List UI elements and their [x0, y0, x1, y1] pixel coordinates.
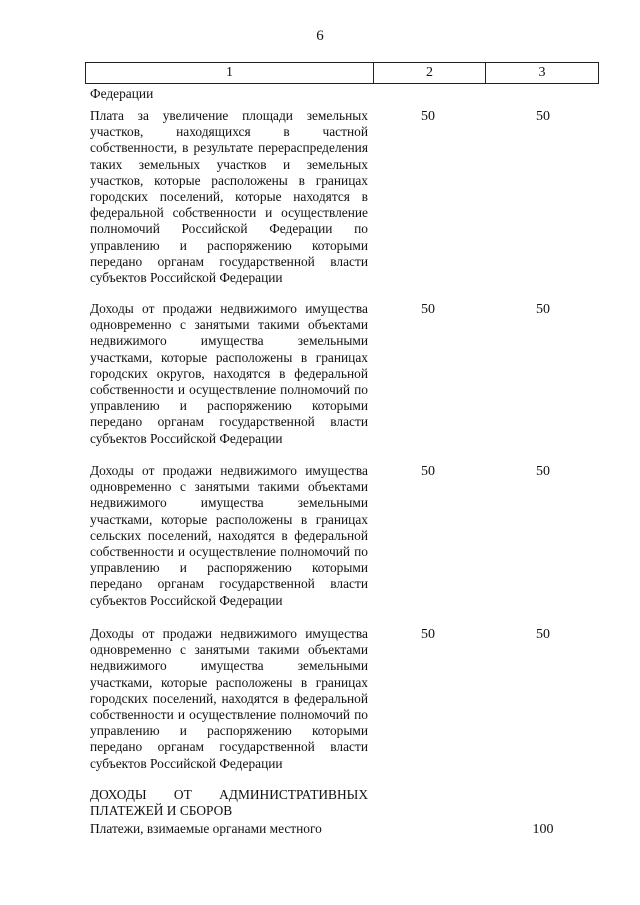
column-header-1: 1	[86, 63, 374, 83]
row-value-col2: 50	[421, 627, 435, 642]
row-value-col3: 50	[536, 109, 550, 124]
row-value-col2: 50	[421, 464, 435, 479]
table-row	[90, 787, 600, 819]
row-description: Платежи, взимаемые органами местного	[90, 821, 322, 836]
row-value-col3: 50	[536, 302, 550, 317]
table-row	[90, 108, 600, 286]
table-row	[90, 463, 600, 609]
row-description: Плата за увеличение площади земельных участков, находящихся в частной собственности, в результате перераспределения таких земельных участков и земельных участков, которые расположены в границах городских поселений, которые находятся в федеральной собственности и осуществление полномочий Российской Федерации по управлению и распоряжению которыми передано органам государственной власти субъектов Российской Федерации	[90, 108, 368, 286]
table-row	[90, 626, 600, 772]
row-value-col2: 50	[421, 302, 435, 317]
column-header-3: 3	[538, 65, 546, 80]
table-row	[90, 821, 600, 837]
row-description: Доходы от продажи недвижимого имущества одновременно с занятыми такими объектами недвижимого имущества земельными участками, которые расположены в границах городских поселений, находятся в федеральной собственности и осуществление полномочий по управлению и распоряжению которыми передано органам государственной власти субъектов Российской Федерации	[90, 626, 368, 771]
row-value-col2: 50	[421, 109, 435, 124]
row-description: Федерации	[90, 86, 154, 101]
row-description: Доходы от продажи недвижимого имущества одновременно с занятыми такими объектами недвижимого имущества земельными участками, которые расположены в границах городских округов, находятся в федеральной собственности и осуществление полномочий по управлению и распоряжению которыми передано органам государственной власти субъектов Российской Федерации	[90, 301, 368, 446]
table-header	[85, 62, 599, 84]
table-row	[90, 86, 600, 102]
table-row	[90, 301, 600, 447]
row-value-col3: 100	[532, 822, 554, 837]
row-value-col3: 50	[536, 627, 550, 642]
page-number: 6	[316, 28, 324, 44]
column-header-2: 2	[374, 63, 486, 83]
row-description: Доходы от продажи недвижимого имущества одновременно с занятыми такими объектами недвижимого имущества земельными участками, которые расположены в границах сельских поселений, находятся в федеральной собственности и осуществление полномочий по управлению и распоряжению которыми передано органам государственной власти субъектов Российской Федерации	[90, 463, 368, 608]
section-heading: ДОХОДЫ ОТ АДМИНИСТРАТИВНЫХ ПЛАТЕЖЕЙ И СБОРОВ	[90, 787, 368, 819]
row-value-col3: 50	[536, 464, 550, 479]
